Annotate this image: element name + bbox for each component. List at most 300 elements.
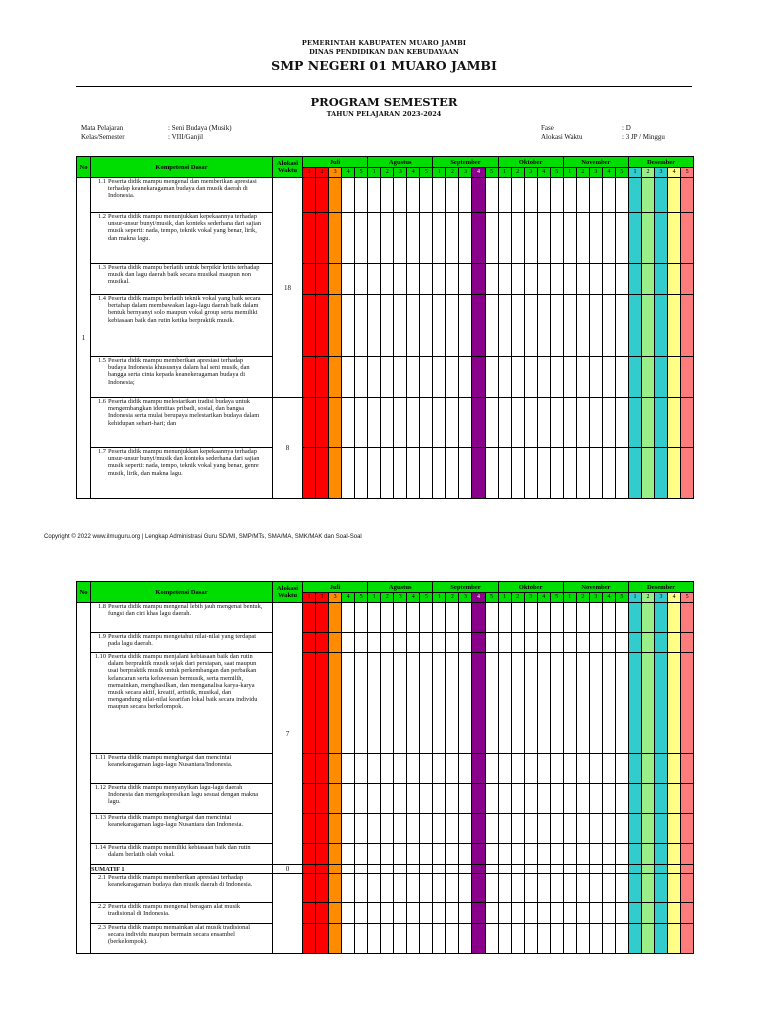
table-row bbox=[77, 295, 694, 357]
week-cell bbox=[498, 264, 511, 295]
week-cell bbox=[524, 603, 537, 633]
week-cell bbox=[602, 653, 615, 754]
week-cell bbox=[563, 784, 576, 814]
header-week-november-4: 4 bbox=[602, 168, 615, 178]
week-cell bbox=[472, 178, 485, 213]
kd-cell bbox=[91, 903, 273, 924]
week-cell bbox=[524, 357, 537, 398]
week-cell bbox=[681, 784, 694, 814]
header-week-oktober-3: 3 bbox=[524, 593, 537, 603]
week-cell bbox=[355, 398, 368, 448]
subject-label: Mata Pelajaran bbox=[81, 124, 124, 132]
week-cell bbox=[641, 633, 654, 653]
week-cell bbox=[368, 264, 381, 295]
week-cell bbox=[381, 754, 394, 784]
week-cell bbox=[368, 178, 381, 213]
kd-text: Peserta didik mampu menghargai dan mencintai keanekaragaman lagu-lagu Nusantara dan Indonesia. bbox=[108, 814, 244, 829]
header-week-agustus-4: 4 bbox=[407, 593, 420, 603]
week-cell bbox=[524, 784, 537, 814]
header-week-juli-5: 5 bbox=[355, 593, 368, 603]
header-week-desember-5: 5 bbox=[681, 168, 694, 178]
week-cell bbox=[576, 754, 589, 784]
week-cell bbox=[472, 213, 485, 264]
week-cell bbox=[615, 814, 628, 844]
week-cell bbox=[329, 398, 342, 448]
table-row bbox=[77, 814, 694, 844]
week-cell bbox=[602, 903, 615, 924]
week-cell bbox=[589, 754, 602, 784]
week-cell bbox=[537, 814, 550, 844]
table-row bbox=[77, 653, 694, 754]
week-cell bbox=[381, 653, 394, 754]
week-cell bbox=[316, 754, 329, 784]
week-cell bbox=[368, 844, 381, 865]
week-cell bbox=[563, 874, 576, 903]
week-cell bbox=[628, 398, 641, 448]
week-cell bbox=[342, 295, 355, 357]
table-row bbox=[77, 903, 694, 924]
week-cell bbox=[407, 865, 420, 874]
week-cell bbox=[576, 448, 589, 499]
week-cell bbox=[472, 295, 485, 357]
table-row bbox=[77, 754, 694, 784]
week-cell bbox=[602, 603, 615, 633]
week-cell bbox=[550, 784, 563, 814]
week-cell bbox=[420, 754, 433, 784]
week-cell bbox=[550, 213, 563, 264]
week-cell bbox=[407, 398, 420, 448]
week-cell bbox=[459, 874, 472, 903]
week-cell bbox=[407, 653, 420, 754]
week-cell bbox=[407, 264, 420, 295]
week-cell bbox=[342, 924, 355, 954]
week-cell bbox=[537, 754, 550, 784]
week-cell bbox=[433, 814, 446, 844]
week-cell bbox=[472, 448, 485, 499]
week-cell bbox=[681, 844, 694, 865]
week-cell bbox=[303, 653, 316, 754]
week-cell bbox=[433, 903, 446, 924]
week-cell bbox=[316, 603, 329, 633]
week-cell bbox=[655, 448, 668, 499]
week-cell bbox=[681, 357, 694, 398]
week-cell bbox=[602, 264, 615, 295]
header-week-oktober-4: 4 bbox=[537, 168, 550, 178]
week-cell bbox=[342, 653, 355, 754]
week-cell bbox=[641, 924, 654, 954]
week-cell bbox=[537, 448, 550, 499]
week-cell bbox=[524, 903, 537, 924]
week-cell bbox=[681, 924, 694, 954]
week-cell bbox=[446, 903, 459, 924]
kd-cell bbox=[91, 295, 273, 357]
kd-cell bbox=[91, 633, 273, 653]
week-cell bbox=[511, 844, 524, 865]
week-cell bbox=[381, 603, 394, 633]
kd-text: Peserta didik mampu memberikan apresiasi terhadap budaya Indonesia khususnya dalam hal seni musik, dan bangga serta cinta kepada keanekeragaman budaya di Indonesia; bbox=[108, 357, 250, 386]
week-cell bbox=[433, 357, 446, 398]
week-cell bbox=[576, 295, 589, 357]
week-cell bbox=[368, 784, 381, 814]
week-cell bbox=[303, 633, 316, 653]
week-cell bbox=[615, 633, 628, 653]
week-cell bbox=[303, 448, 316, 499]
week-cell bbox=[433, 754, 446, 784]
week-cell bbox=[485, 398, 498, 448]
week-cell bbox=[628, 784, 641, 814]
week-cell bbox=[459, 603, 472, 633]
week-cell bbox=[303, 754, 316, 784]
week-cell bbox=[498, 924, 511, 954]
week-cell bbox=[446, 924, 459, 954]
week-cell bbox=[576, 633, 589, 653]
week-cell bbox=[576, 874, 589, 903]
week-cell bbox=[485, 874, 498, 903]
kd-cell bbox=[91, 448, 273, 499]
week-cell bbox=[537, 213, 550, 264]
week-cell bbox=[342, 814, 355, 844]
week-cell bbox=[511, 603, 524, 633]
header-week-november-2: 2 bbox=[576, 168, 589, 178]
header-week-desember-2: 2 bbox=[641, 593, 654, 603]
header-week-oktober-5: 5 bbox=[550, 168, 563, 178]
week-cell bbox=[524, 874, 537, 903]
week-cell bbox=[420, 814, 433, 844]
week-cell bbox=[407, 874, 420, 903]
week-cell bbox=[655, 357, 668, 398]
week-cell bbox=[498, 865, 511, 874]
kd-cell bbox=[91, 844, 273, 865]
week-cell bbox=[446, 603, 459, 633]
week-cell bbox=[655, 653, 668, 754]
table-row bbox=[77, 784, 694, 814]
kd-number: 1.1 bbox=[98, 178, 106, 185]
week-cell bbox=[524, 653, 537, 754]
week-cell bbox=[655, 633, 668, 653]
phase-value: : D bbox=[622, 124, 631, 132]
week-cell bbox=[668, 814, 681, 844]
week-cell bbox=[550, 178, 563, 213]
week-cell bbox=[524, 844, 537, 865]
week-cell bbox=[459, 178, 472, 213]
kd-number: 2.1 bbox=[98, 874, 106, 881]
week-cell bbox=[602, 398, 615, 448]
kd-cell bbox=[91, 754, 273, 784]
week-cell bbox=[511, 357, 524, 398]
week-cell bbox=[628, 357, 641, 398]
week-cell bbox=[602, 754, 615, 784]
week-cell bbox=[355, 264, 368, 295]
week-cell bbox=[524, 865, 537, 874]
kd-number: 1.9 bbox=[98, 633, 106, 640]
week-cell bbox=[602, 448, 615, 499]
week-cell bbox=[329, 213, 342, 264]
week-cell bbox=[368, 295, 381, 357]
week-cell bbox=[355, 754, 368, 784]
week-cell bbox=[394, 844, 407, 865]
week-cell bbox=[420, 865, 433, 874]
kd-text: Peserta didik mampu berlatih teknik vokal yang baik secara bertahap dalam membawakan lagu-lagu daerah baik dalam bentuk bernyanyi solo maupun vokal group serta memiliki kebiasaan baik dan rutin ketika berpraktik musik. bbox=[108, 295, 261, 324]
week-cell bbox=[550, 844, 563, 865]
week-cell bbox=[459, 264, 472, 295]
week-cell bbox=[381, 398, 394, 448]
kd-number: 2.3 bbox=[98, 924, 106, 931]
week-cell bbox=[342, 874, 355, 903]
week-cell bbox=[576, 903, 589, 924]
week-cell bbox=[472, 874, 485, 903]
week-cell bbox=[303, 903, 316, 924]
week-cell bbox=[381, 924, 394, 954]
week-cell bbox=[615, 903, 628, 924]
week-cell bbox=[641, 603, 654, 633]
week-cell bbox=[329, 357, 342, 398]
week-cell bbox=[668, 903, 681, 924]
week-cell bbox=[342, 844, 355, 865]
kd-cell bbox=[91, 398, 273, 448]
week-cell bbox=[537, 844, 550, 865]
week-cell bbox=[342, 264, 355, 295]
week-cell bbox=[433, 295, 446, 357]
week-cell bbox=[407, 295, 420, 357]
week-cell bbox=[524, 295, 537, 357]
week-cell bbox=[381, 784, 394, 814]
kd-text: Peserta didik mampu memiliki kebiasaan baik dan rutin dalam berlatih olah vokal. bbox=[108, 844, 251, 859]
week-cell bbox=[420, 924, 433, 954]
week-cell bbox=[355, 295, 368, 357]
week-cell bbox=[537, 633, 550, 653]
week-cell bbox=[524, 264, 537, 295]
week-cell bbox=[576, 603, 589, 633]
week-cell bbox=[459, 448, 472, 499]
week-cell bbox=[433, 844, 446, 865]
week-cell bbox=[433, 633, 446, 653]
week-cell bbox=[381, 448, 394, 499]
week-cell bbox=[641, 448, 654, 499]
kd-text: Peserta didik mampu memainkan alat musik tradisional secara individu maupun bermain secara ensambel (berkelompok). bbox=[108, 924, 250, 946]
week-cell bbox=[681, 295, 694, 357]
header-week-agustus-2: 2 bbox=[381, 593, 394, 603]
week-cell bbox=[368, 633, 381, 653]
header-week-juli-2: 2 bbox=[316, 168, 329, 178]
week-cell bbox=[485, 357, 498, 398]
kd-number: 2.2 bbox=[98, 903, 106, 910]
week-cell bbox=[576, 213, 589, 264]
header-kompetensi-dasar: Kompetensi Dasar bbox=[91, 157, 273, 178]
week-cell bbox=[472, 653, 485, 754]
week-cell bbox=[602, 633, 615, 653]
header-week-september-4: 4 bbox=[472, 593, 485, 603]
week-cell bbox=[655, 754, 668, 784]
header-month-september: September bbox=[433, 582, 498, 593]
header-no: No bbox=[77, 157, 91, 178]
header-week-desember-1: 1 bbox=[628, 593, 641, 603]
week-cell bbox=[655, 814, 668, 844]
week-cell bbox=[628, 178, 641, 213]
week-cell bbox=[485, 633, 498, 653]
week-cell bbox=[446, 178, 459, 213]
week-cell bbox=[485, 178, 498, 213]
header-row-months bbox=[77, 157, 694, 168]
semester-program-table-2 bbox=[76, 581, 694, 954]
week-cell bbox=[550, 633, 563, 653]
week-cell bbox=[355, 924, 368, 954]
week-cell bbox=[342, 448, 355, 499]
header-week-desember-3: 3 bbox=[655, 168, 668, 178]
header-week-november-4: 4 bbox=[602, 593, 615, 603]
week-cell bbox=[329, 653, 342, 754]
week-cell bbox=[433, 264, 446, 295]
week-cell bbox=[381, 814, 394, 844]
week-cell bbox=[446, 653, 459, 754]
week-cell bbox=[550, 653, 563, 754]
week-cell bbox=[563, 653, 576, 754]
week-cell bbox=[589, 178, 602, 213]
week-cell bbox=[498, 844, 511, 865]
meta-values-left bbox=[168, 124, 232, 141]
week-cell bbox=[433, 603, 446, 633]
week-cell bbox=[615, 398, 628, 448]
week-cell bbox=[628, 295, 641, 357]
kd-cell bbox=[91, 603, 273, 633]
week-cell bbox=[498, 903, 511, 924]
week-cell bbox=[394, 357, 407, 398]
week-cell bbox=[498, 603, 511, 633]
week-cell bbox=[511, 633, 524, 653]
week-cell bbox=[420, 903, 433, 924]
week-cell bbox=[368, 653, 381, 754]
week-cell bbox=[368, 874, 381, 903]
sumatif-row bbox=[77, 865, 694, 874]
week-cell bbox=[394, 924, 407, 954]
week-cell bbox=[668, 924, 681, 954]
week-cell bbox=[602, 295, 615, 357]
copyright-footer: Copyright © 2022 www.ilmuguru.org | Lengkap Administrasi Guru SD/MI, SMP/MTs, SMA/MA, SMK/MAK dan Soal-Soal bbox=[44, 534, 362, 540]
header-week-september-5: 5 bbox=[485, 168, 498, 178]
week-cell bbox=[446, 264, 459, 295]
week-cell bbox=[316, 357, 329, 398]
phase-label: Fase bbox=[541, 124, 554, 132]
week-cell bbox=[668, 865, 681, 874]
week-cell bbox=[498, 784, 511, 814]
week-cell bbox=[368, 213, 381, 264]
table-row bbox=[77, 178, 694, 213]
week-cell bbox=[394, 754, 407, 784]
week-cell bbox=[316, 814, 329, 844]
week-cell bbox=[381, 865, 394, 874]
header-week-juli-5: 5 bbox=[355, 168, 368, 178]
week-cell bbox=[589, 357, 602, 398]
week-cell bbox=[537, 784, 550, 814]
week-cell bbox=[355, 865, 368, 874]
week-cell bbox=[511, 754, 524, 784]
week-cell bbox=[550, 295, 563, 357]
header-week-november-1: 1 bbox=[563, 593, 576, 603]
header-month-november: November bbox=[563, 157, 628, 168]
header-week-desember-5: 5 bbox=[681, 593, 694, 603]
week-cell bbox=[537, 398, 550, 448]
week-cell bbox=[615, 924, 628, 954]
header-week-september-2: 2 bbox=[446, 168, 459, 178]
week-cell bbox=[472, 784, 485, 814]
header-week-agustus-4: 4 bbox=[407, 168, 420, 178]
header-week-juli-3: 3 bbox=[329, 168, 342, 178]
kd-cell bbox=[91, 814, 273, 844]
week-cell bbox=[381, 178, 394, 213]
week-cell bbox=[589, 653, 602, 754]
week-cell bbox=[394, 874, 407, 903]
week-cell bbox=[446, 814, 459, 844]
week-cell bbox=[355, 603, 368, 633]
week-cell bbox=[576, 653, 589, 754]
week-cell bbox=[589, 814, 602, 844]
week-cell bbox=[498, 178, 511, 213]
week-cell bbox=[511, 865, 524, 874]
week-cell bbox=[668, 178, 681, 213]
header-divider bbox=[76, 86, 692, 87]
week-cell bbox=[303, 784, 316, 814]
week-cell bbox=[628, 653, 641, 754]
week-cell bbox=[485, 784, 498, 814]
week-cell bbox=[681, 398, 694, 448]
header-month-agustus: Agustus bbox=[368, 157, 433, 168]
week-cell bbox=[668, 754, 681, 784]
week-cell bbox=[589, 264, 602, 295]
kd-number: 1.2 bbox=[98, 213, 106, 220]
header-month-oktober: Oktober bbox=[498, 157, 563, 168]
week-cell bbox=[368, 924, 381, 954]
week-cell bbox=[681, 754, 694, 784]
week-cell bbox=[394, 448, 407, 499]
week-cell bbox=[381, 633, 394, 653]
week-cell bbox=[368, 903, 381, 924]
kd-text: Peserta didik mampu memberikan apresiasi terhadap keanekaragaman budaya dan musik daerah di Indonesia. bbox=[108, 874, 253, 889]
time-value: : 3 JP / Minggu bbox=[622, 132, 665, 141]
week-cell bbox=[342, 213, 355, 264]
week-cell bbox=[485, 264, 498, 295]
week-cell bbox=[394, 264, 407, 295]
table-row bbox=[77, 264, 694, 295]
week-cell bbox=[589, 603, 602, 633]
week-cell bbox=[381, 264, 394, 295]
week-cell bbox=[485, 865, 498, 874]
week-cell bbox=[420, 264, 433, 295]
week-cell bbox=[550, 398, 563, 448]
week-cell bbox=[303, 398, 316, 448]
table-row bbox=[77, 844, 694, 865]
kd-text: Peserta didik mampu menunjukkan kepekaannya terhadap unsur-unsur bunyi/musik, dan konteks sederhana dari sajian musik seperti: nada, tempo, teknik vokal yang benar, lirik, dan makna lagu. bbox=[108, 213, 262, 242]
week-cell bbox=[550, 903, 563, 924]
week-cell bbox=[316, 295, 329, 357]
week-cell bbox=[655, 295, 668, 357]
week-cell bbox=[537, 924, 550, 954]
kd-number: 1.13 bbox=[94, 814, 106, 821]
week-cell bbox=[433, 448, 446, 499]
school-title: SMP NEGERI 01 MUARO JAMBI bbox=[271, 58, 497, 73]
week-cell bbox=[498, 814, 511, 844]
week-cell bbox=[316, 903, 329, 924]
week-cell bbox=[420, 844, 433, 865]
week-cell bbox=[420, 653, 433, 754]
week-cell bbox=[407, 814, 420, 844]
week-cell bbox=[394, 603, 407, 633]
table-row bbox=[77, 603, 694, 633]
meta-labels-left bbox=[81, 124, 125, 141]
header-week-oktober-1: 1 bbox=[498, 168, 511, 178]
week-cell bbox=[420, 874, 433, 903]
kd-number: 1.7 bbox=[98, 448, 106, 455]
week-cell bbox=[407, 448, 420, 499]
week-cell bbox=[394, 814, 407, 844]
